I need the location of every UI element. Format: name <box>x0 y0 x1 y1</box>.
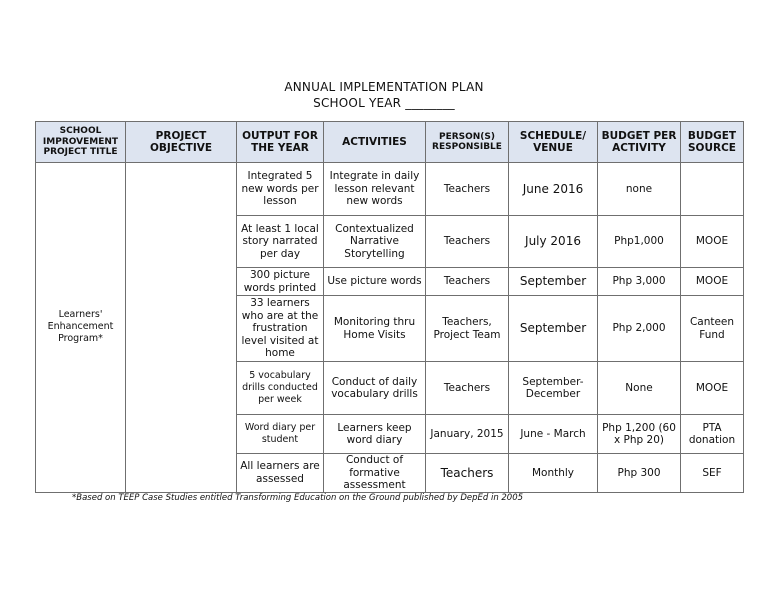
source-cell: Canteen Fund <box>681 296 744 362</box>
schedule-cell: June 2016 <box>509 163 598 216</box>
budget-cell: Php 3,000 <box>598 268 681 296</box>
header-output: OUTPUT FOR THE YEAR <box>237 122 324 163</box>
budget-cell: None <box>598 362 681 415</box>
budget-cell: Php 2,000 <box>598 296 681 362</box>
budget-cell: Php1,000 <box>598 216 681 268</box>
source-cell: PTA donation <box>681 415 744 454</box>
source-cell: MOOE <box>681 216 744 268</box>
activity-cell: Conduct of formative assessment <box>324 454 426 493</box>
person-cell: Teachers <box>426 454 509 493</box>
schedule-cell: September-December <box>509 362 598 415</box>
document-title: ANNUAL IMPLEMENTATION PLAN <box>284 80 484 94</box>
header-row <box>36 122 744 163</box>
header-activities: ACTIVITIES <box>324 122 426 163</box>
schedule-cell: Monthly <box>509 454 598 493</box>
source-cell <box>681 163 744 216</box>
output-cell: Integrated 5 new words per lesson <box>237 163 324 216</box>
budget-cell: Php 1,200 (60 x Php 20) <box>598 415 681 454</box>
source-cell: MOOE <box>681 268 744 296</box>
person-cell: January, 2015 <box>426 415 509 454</box>
person-cell: Teachers <box>426 268 509 296</box>
activity-cell: Contextualized Narrative Storytelling <box>324 216 426 268</box>
person-cell: Teachers <box>426 362 509 415</box>
person-cell: Teachers <box>426 216 509 268</box>
budget-cell: none <box>598 163 681 216</box>
schedule-cell: September <box>509 268 598 296</box>
project-title-cell: Learners' Enhancement Program* <box>36 163 126 493</box>
activity-cell: Monitoring thru Home Visits <box>324 296 426 362</box>
header-source: BUDGET SOURCE <box>681 122 744 163</box>
source-cell: SEF <box>681 454 744 493</box>
table-row <box>36 163 744 216</box>
school-year-line: SCHOOL YEAR ________ <box>313 96 455 110</box>
project-objective-cell <box>126 163 237 493</box>
activity-cell: Use picture words <box>324 268 426 296</box>
header-schedule: SCHEDULE/ VENUE <box>509 122 598 163</box>
source-cell: MOOE <box>681 362 744 415</box>
header-project-objective: PROJECT OBJECTIVE <box>126 122 237 163</box>
output-cell: 5 vocabulary drills conducted per week <box>237 362 324 415</box>
footnote: *Based on TEEP Case Studies entitled Transforming Education on the Ground published by DepEd in 2005 <box>72 493 524 503</box>
header-project-title: SCHOOL IMPROVEMENT PROJECT TITLE <box>36 122 126 163</box>
person-cell: Teachers <box>426 163 509 216</box>
activity-cell: Conduct of daily vocabulary drills <box>324 362 426 415</box>
budget-cell: Php 300 <box>598 454 681 493</box>
output-cell: All learners are assessed <box>237 454 324 493</box>
output-cell: At least 1 local story narrated per day <box>237 216 324 268</box>
schedule-cell: June - March <box>509 415 598 454</box>
header-budget: BUDGET PER ACTIVITY <box>598 122 681 163</box>
person-cell: Teachers, Project Team <box>426 296 509 362</box>
schedule-cell: September <box>509 296 598 362</box>
output-cell: Word diary per student <box>237 415 324 454</box>
activity-cell: Integrate in daily lesson relevant new words <box>324 163 426 216</box>
activity-cell: Learners keep word diary <box>324 415 426 454</box>
output-cell: 33 learners who are at the frustration level visited at home <box>237 296 324 362</box>
output-cell: 300 picture words printed <box>237 268 324 296</box>
header-persons: PERSON(S) RESPONSIBLE <box>426 122 509 163</box>
implementation-plan-table <box>35 121 744 493</box>
schedule-cell: July 2016 <box>509 216 598 268</box>
